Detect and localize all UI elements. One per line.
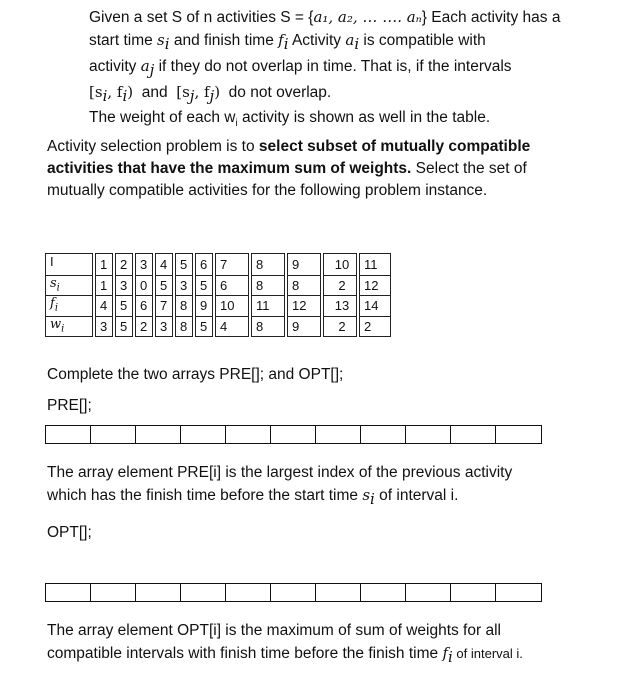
task-bold: select subset of mutually compatible <box>258 138 531 155</box>
pre-description <box>47 462 617 510</box>
table-cell: 2 <box>324 316 357 337</box>
row-header <box>46 275 93 296</box>
table-row <box>46 275 391 296</box>
interval-2: , f <box>194 83 210 102</box>
pre-cell[interactable] <box>451 426 496 443</box>
opt-desc-text: compatible intervals with finish time before the finish time <box>47 645 443 662</box>
opt-cell[interactable] <box>271 584 316 601</box>
table-cell: 3 <box>156 316 173 337</box>
pre-array-label: PRE[]; <box>47 397 92 414</box>
table-cell: 8 <box>252 275 285 296</box>
pre-cell[interactable] <box>361 426 406 443</box>
intro-line-4 <box>89 81 609 107</box>
row-label: w <box>50 316 62 332</box>
var-f: f <box>442 644 448 662</box>
pre-cell[interactable] <box>136 426 181 443</box>
complete-instruction: Complete the two arrays PRE[]; and OPT[]; <box>47 366 344 383</box>
interval-2: ) <box>214 83 221 102</box>
interval-1: , f <box>107 83 123 102</box>
var-s: s <box>362 486 371 504</box>
table-cell: 10 <box>324 254 357 276</box>
table-cell: 11 <box>252 296 285 317</box>
row-label-sub: i <box>61 323 65 335</box>
sub-i: i <box>283 35 289 54</box>
table-cell: 6 <box>216 275 249 296</box>
task-line-1 <box>47 136 617 158</box>
intro-line-3 <box>89 55 609 81</box>
intro-text: The weight of each w <box>89 109 236 127</box>
row-label: s <box>50 275 57 291</box>
table-cell: 9 <box>288 254 321 276</box>
intro-text: start time <box>89 32 158 49</box>
interval-1: [s <box>89 83 103 102</box>
table-cell: 13 <box>324 296 357 317</box>
interval-1: ) <box>127 83 134 102</box>
table-cell: 3 <box>96 316 113 337</box>
intro-text: activity <box>89 58 141 76</box>
row-label: f <box>50 296 55 312</box>
table-cell: 3 <box>176 275 193 296</box>
opt-cell[interactable] <box>316 584 361 601</box>
table-cell: 4 <box>156 254 173 276</box>
table-cell: 2 <box>116 254 133 276</box>
table-cell: 2 <box>136 316 153 337</box>
sub-i: i <box>235 118 238 130</box>
var-a: a <box>140 57 150 76</box>
row-header <box>46 316 93 337</box>
table-cell: 8 <box>288 275 321 296</box>
pre-cell[interactable] <box>226 426 271 443</box>
pre-desc-line <box>47 484 617 510</box>
opt-array-label: OPT[]; <box>47 524 92 541</box>
table-row <box>46 254 391 276</box>
var-f: f <box>278 31 284 49</box>
table-cell: 1 <box>96 254 113 276</box>
opt-cell[interactable] <box>136 584 181 601</box>
task-text: Select the set of <box>411 160 527 177</box>
table-row <box>46 296 391 317</box>
sub-i: i <box>122 87 128 106</box>
opt-cell[interactable] <box>226 584 271 601</box>
table-cell: 9 <box>288 316 321 337</box>
var-a: a <box>345 31 355 49</box>
pre-desc-text: of interval i. <box>374 487 459 504</box>
intro-line-2 <box>89 29 609 55</box>
sub-j: j <box>189 87 195 106</box>
pre-cell[interactable] <box>91 426 136 443</box>
table-cell: 5 <box>176 254 193 276</box>
opt-desc-line <box>47 642 627 668</box>
task-text: Activity selection problem is to <box>47 138 259 155</box>
intro-line-5 <box>89 107 609 135</box>
task-bold: activities that have the maximum sum of weights. <box>47 160 412 177</box>
activity-table <box>45 253 391 337</box>
opt-description <box>47 620 627 668</box>
opt-cell[interactable] <box>46 584 91 601</box>
sub-i: i <box>370 490 375 509</box>
task-line-2 <box>47 158 617 180</box>
table-cell: 6 <box>136 296 153 317</box>
sub-j: j <box>209 87 215 106</box>
opt-cell[interactable] <box>181 584 226 601</box>
interval-2: [s <box>176 83 190 102</box>
intro-text: activity is shown as well in the table. <box>237 109 491 127</box>
task-line-3 <box>47 180 617 202</box>
table-cell: 10 <box>216 296 249 317</box>
table-cell: 2 <box>360 316 391 337</box>
opt-desc-line: The array element OPT[i] is the maximum of sum of weights for all <box>47 622 501 639</box>
table-cell: 8 <box>252 316 285 337</box>
intro-text: Activity <box>288 32 346 49</box>
table-cell: 4 <box>216 316 249 337</box>
table-cell: 8 <box>176 316 193 337</box>
task-text: mutually compatible activities for the following problem instance. <box>47 182 488 199</box>
opt-array <box>45 583 542 602</box>
task-statement <box>47 136 617 202</box>
pre-cell[interactable] <box>496 426 541 443</box>
table-cell: 8 <box>252 254 285 276</box>
table-cell: 5 <box>196 316 213 337</box>
table-cell: 3 <box>116 275 133 296</box>
table-cell: 2 <box>324 275 357 296</box>
var-s: s <box>157 31 165 49</box>
sub-i: i <box>102 87 108 106</box>
sub-i: i <box>354 35 360 54</box>
intro-text: if they do not overlap in time. That is, if the intervals <box>154 58 512 76</box>
table-cell: 6 <box>196 254 213 276</box>
sub-i: i <box>164 35 170 54</box>
table-cell: 12 <box>288 296 321 317</box>
table-cell: 7 <box>216 254 249 276</box>
table-cell: 3 <box>136 254 153 276</box>
pre-cell[interactable] <box>406 426 451 443</box>
intro-text: is compatible with <box>359 32 486 49</box>
row-label: I <box>50 254 54 269</box>
pre-desc-line: The array element PRE[i] is the largest index of the previous activity <box>47 464 513 481</box>
opt-cell[interactable] <box>496 584 541 601</box>
row-header <box>46 296 93 317</box>
intro-text: Given a set S of n activities S = { <box>89 9 314 26</box>
table-cell: 8 <box>176 296 193 317</box>
sub-j: j <box>149 61 155 80</box>
intro-text: and <box>133 84 177 102</box>
table-cell: 7 <box>156 296 173 317</box>
opt-desc-text: of interval i. <box>452 646 523 661</box>
table-cell: 9 <box>196 296 213 317</box>
table-cell: 11 <box>360 254 391 276</box>
pre-cell[interactable] <box>316 426 361 443</box>
table-cell: 5 <box>156 275 173 296</box>
pre-cell[interactable] <box>46 426 91 443</box>
table-cell: 4 <box>96 296 113 317</box>
table-cell: 12 <box>360 275 391 296</box>
intro-text: } Each activity has a <box>421 9 561 26</box>
pre-cell[interactable] <box>181 426 226 443</box>
opt-cell[interactable] <box>361 584 406 601</box>
row-header <box>46 254 93 276</box>
opt-cell[interactable] <box>91 584 136 601</box>
opt-cell[interactable] <box>406 584 451 601</box>
intro-text: and finish time <box>169 32 279 49</box>
pre-cell[interactable] <box>271 426 316 443</box>
row-label-sub: i <box>54 302 59 314</box>
pre-desc-text: which has the finish time before the start time <box>47 487 363 504</box>
table-cell: 1 <box>96 275 113 296</box>
table-cell: 14 <box>360 296 391 317</box>
problem-intro <box>89 6 609 135</box>
table-cell: 5 <box>196 275 213 296</box>
table-cell: 5 <box>116 296 133 317</box>
activity-set-math: a₁, a₂, … …. aₙ <box>313 8 422 26</box>
table-cell: 0 <box>136 275 153 296</box>
table-row <box>46 316 391 337</box>
intro-text: do not overlap. <box>220 84 332 102</box>
table-cell: 5 <box>116 316 133 337</box>
intro-line-1 <box>89 6 609 29</box>
sub-i: i <box>448 648 453 667</box>
opt-cell[interactable] <box>451 584 496 601</box>
row-label-sub: i <box>56 282 60 294</box>
pre-array <box>45 425 542 444</box>
